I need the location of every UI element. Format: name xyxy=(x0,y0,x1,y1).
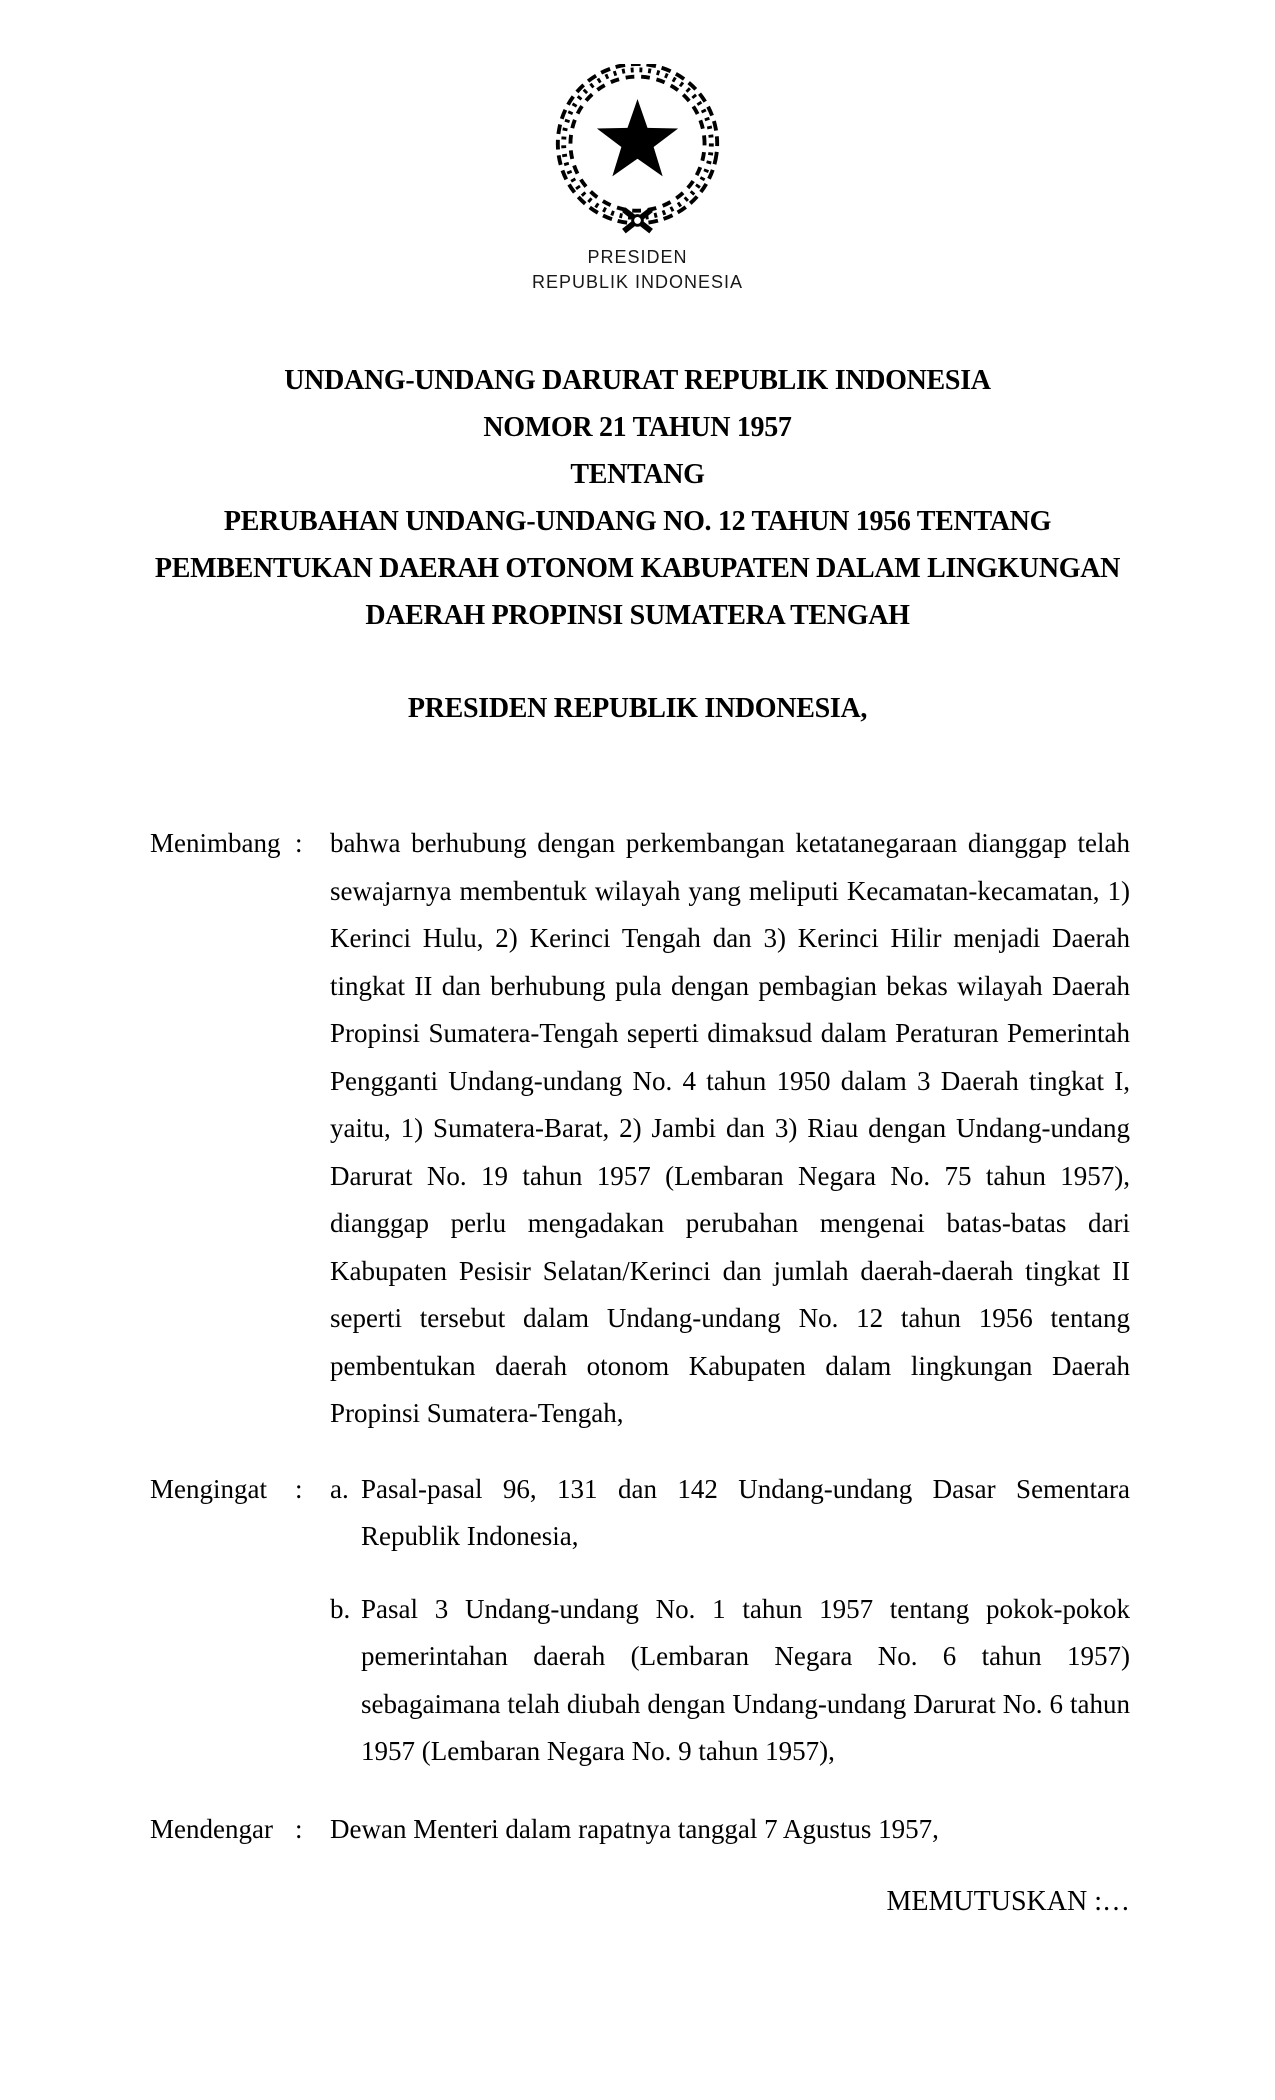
section-mengingat xyxy=(150,1466,1130,1776)
list-marker: b. xyxy=(330,1593,351,1624)
section-label: Menimbang xyxy=(150,828,281,858)
paragraph-line: pembentukan daerah otonom Kabupaten dalam lingkungan Daerah xyxy=(330,1350,1130,1381)
list-marker: a. xyxy=(330,1473,349,1504)
paragraph-line: tingkat II dan berhubung pula dengan pembagian bekas wilayah Daerah xyxy=(330,970,1130,1001)
section-content xyxy=(330,1466,1130,1776)
letterhead-presiden: PRESIDEN xyxy=(587,247,688,267)
list-item-a xyxy=(330,1466,1130,1561)
section-mendengar xyxy=(150,1806,1130,1854)
list-item-b xyxy=(330,1586,1130,1776)
section-menimbang xyxy=(150,820,1130,1438)
title-line-6: DAERAH PROPINSI SUMATERA TENGAH xyxy=(365,600,910,631)
paragraph-line: pemerintahan daerah (Lembaran Negara No. 6 tahun 1957) xyxy=(361,1641,1130,1671)
document-body xyxy=(150,820,1130,1925)
ribbon-bow-icon xyxy=(624,210,651,231)
section-label: Mengingat xyxy=(150,1473,267,1504)
title-line-3: TENTANG xyxy=(570,459,705,490)
title-line-4: PERUBAHAN UNDANG-UNDANG NO. 12 TAHUN 1956 TENTANG xyxy=(223,506,1052,537)
list-item-text xyxy=(361,1466,1130,1561)
paragraph-line: Pasal 3 Undang-undang No. 1 tahun 1957 tentang pokok-pokok xyxy=(361,1593,1130,1624)
section-colon: : xyxy=(295,1473,303,1504)
paragraph-line: Propinsi Sumatera-Tengah, xyxy=(330,1398,624,1428)
title-line-2: NOMOR 21 TAHUN 1957 xyxy=(483,412,792,443)
paragraph-line: Pengganti Undang-undang No. 4 tahun 1950 dalam 3 Daerah tingkat I, xyxy=(330,1065,1130,1096)
document-title xyxy=(0,357,1275,639)
paragraph-line: Darurat No. 19 tahun 1957 (Lembaran Negara No. 75 tahun 1957), xyxy=(330,1160,1130,1191)
decision-memutuskan: MEMUTUSKAN :… xyxy=(886,1886,1130,1917)
presidential-emblem xyxy=(550,64,725,235)
paragraph-line: sewajarnya membentuk wilayah yang meliputi Kecamatan-kecamatan, 1) xyxy=(330,875,1130,906)
paragraph-line: Propinsi Sumatera-Tengah seperti dimaksud dalam Peraturan Pemerintah xyxy=(330,1018,1130,1048)
title-line-5: PEMBENTUKAN DAERAH OTONOM KABUPATEN DALAM LINGKUNGAN xyxy=(154,553,1121,584)
section-colon: : xyxy=(295,1813,303,1844)
letterhead-republik-indonesia: REPUBLIK INDONESIA xyxy=(531,272,744,292)
paragraph-line: bahwa berhubung dengan perkembangan ketatanegaraan dianggap telah xyxy=(330,828,1130,858)
star-icon xyxy=(597,99,678,176)
paragraph-line: yaitu, 1) Sumatera-Barat, 2) Jambi dan 3) Riau dengan Undang-undang xyxy=(330,1113,1130,1143)
title-line-1: UNDANG-UNDANG DARURAT REPUBLIK INDONESIA xyxy=(284,365,991,396)
salutation: PRESIDEN REPUBLIK INDONESIA, xyxy=(407,693,868,724)
paragraph-line: Kabupaten Pesisir Selatan/Kerinci dan jumlah daerah-daerah tingkat II xyxy=(330,1255,1130,1286)
list-item-text xyxy=(361,1586,1130,1776)
section-label: Mendengar xyxy=(150,1813,273,1844)
paragraph-line: sebagaimana telah diubah dengan Undang-undang Darurat No. 6 tahun xyxy=(361,1688,1130,1719)
paragraph-line: dianggap perlu mengadakan perubahan mengenai batas-batas dari xyxy=(330,1208,1130,1238)
section-colon: : xyxy=(295,828,303,858)
section-content xyxy=(330,1806,1130,1854)
paragraph-line: 1957 (Lembaran Negara No. 9 tahun 1957), xyxy=(361,1736,835,1766)
paragraph-line: Dewan Menteri dalam rapatnya tanggal 7 Agustus 1957, xyxy=(330,1813,939,1844)
paragraph-line: seperti tersebut dalam Undang-undang No. 12 tahun 1956 tentang xyxy=(330,1303,1130,1333)
paragraph-line: Republik Indonesia, xyxy=(361,1521,579,1551)
paragraph-line: Kerinci Hulu, 2) Kerinci Tengah dan 3) Kerinci Hilir menjadi Daerah xyxy=(330,923,1130,953)
section-content xyxy=(330,820,1130,1438)
letterhead xyxy=(0,0,1275,295)
paragraph-line: Pasal-pasal 96, 131 dan 142 Undang-undang Dasar Sementara xyxy=(361,1473,1130,1504)
